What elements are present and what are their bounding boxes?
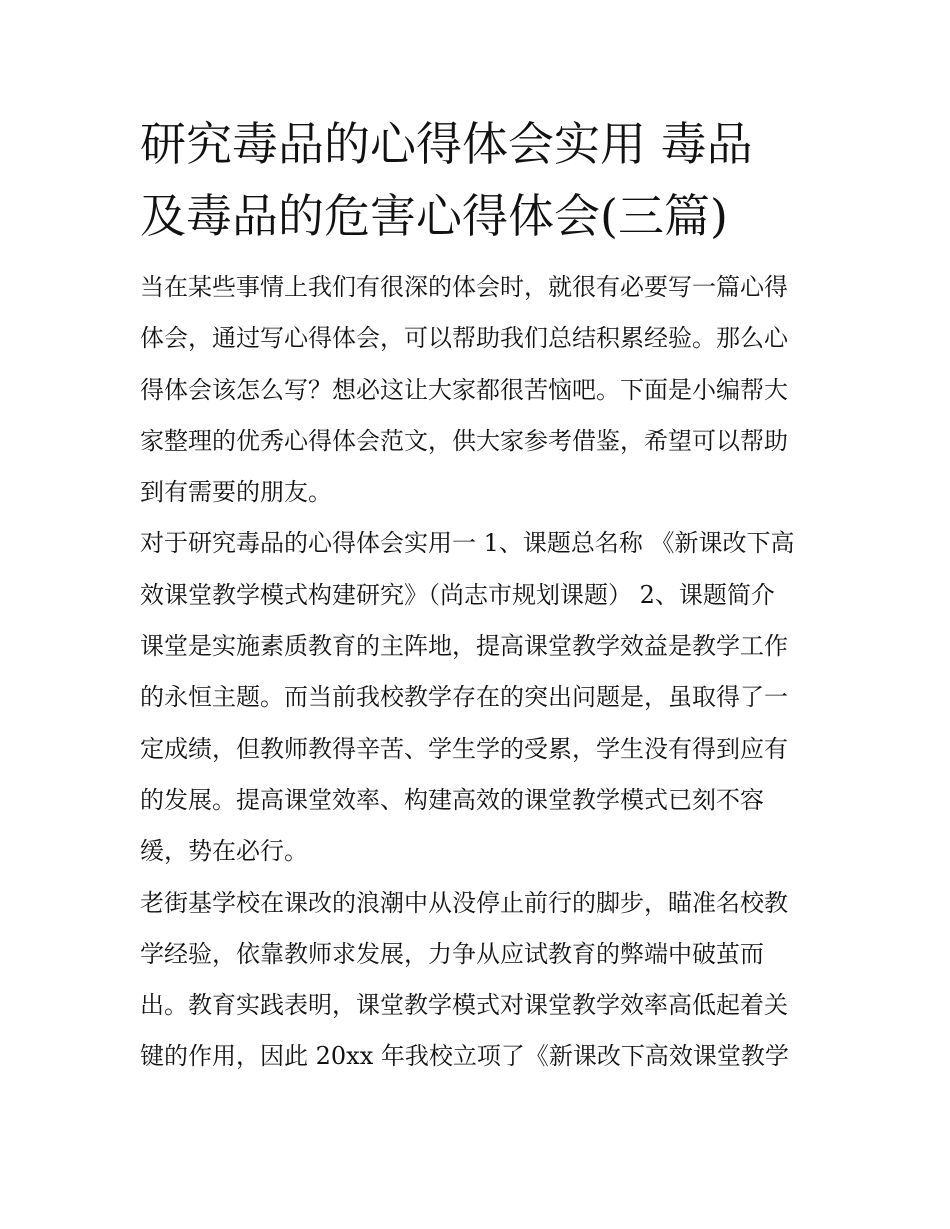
paragraph-intro [140, 262, 812, 518]
paragraph-line: 效课堂教学模式构建研究》（尚志市规划课题） 2、课题简介 [140, 580, 775, 609]
paragraph-section-one [140, 518, 812, 877]
paragraph-line: 家整理的优秀心得体会范文，供大家参考借鉴，希望可以帮助 [140, 426, 788, 455]
paragraph-line: 出。教育实践表明，课堂教学模式对课堂教学效率高低起着关 [140, 991, 788, 1020]
title-line: 及毒品的危害心得体会(三篇) [140, 189, 728, 243]
paragraph-line: 键的作用，因此 20xx 年我校立项了《新课改下高效课堂教学 [140, 1042, 789, 1071]
paragraph-line: 老街基学校在课改的浪潮中从没停止前行的脚步，瞄准名校教 [140, 888, 788, 917]
paragraph-line: 定成绩，但教师教得辛苦、学生学的受累，学生没有得到应有 [140, 734, 788, 763]
paragraph-school [140, 878, 812, 1083]
document-page [140, 108, 812, 1083]
title-line: 研究毒品的心得体会实用 毒品 [140, 117, 753, 171]
paragraph-line: 的永恒主题。而当前我校教学存在的突出问题是，虽取得了一 [140, 683, 788, 712]
paragraph-line: 体会，通过写心得体会，可以帮助我们总结积累经验。那么心 [140, 324, 788, 353]
paragraph-line: 课堂是实施素质教育的主阵地，提高课堂教学效益是教学工作 [140, 632, 788, 661]
paragraph-line: 到有需要的朋友。 [140, 478, 332, 507]
paragraph-line: 的发展。提高课堂效率、构建高效的课堂教学模式已刻不容 [140, 785, 764, 814]
paragraph-line: 对于研究毒品的心得体会实用一 1、课题总名称 《新课改下高 [140, 529, 795, 558]
paragraph-line: 得体会该怎么写？想必这让大家都很苦恼吧。下面是小编帮大 [140, 375, 788, 404]
paragraph-line: 学经验，依靠教师求发展，力争从应试教育的弊端中破茧而 [140, 939, 764, 968]
document-title [140, 108, 812, 252]
paragraph-line: 当在某些事情上我们有很深的体会时，就很有必要写一篇心得 [140, 273, 788, 301]
paragraph-line: 缓，势在必行。 [140, 837, 308, 866]
